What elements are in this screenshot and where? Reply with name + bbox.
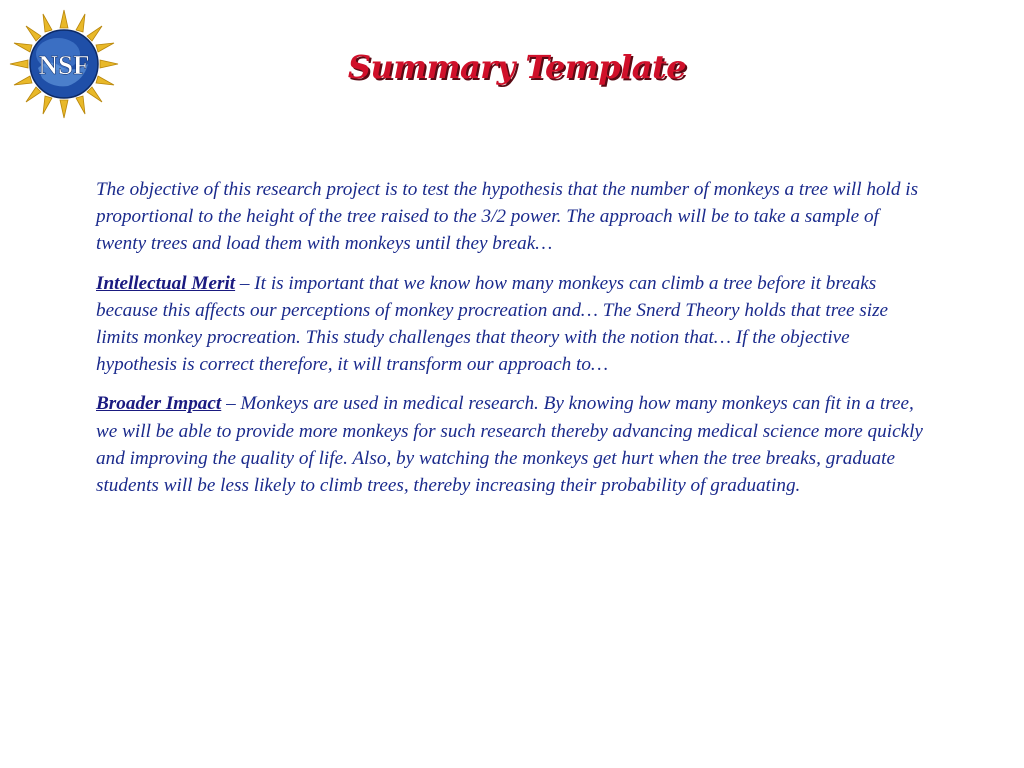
page-title: Summary Template (347, 48, 687, 86)
objective-text: The objective of this research project is to test the hypothesis that the number of monkeys a tree will hold is proportional to the height of the tree raised to the 3/2 power. The approach will be to take a sample of twenty trees and load them with monkeys until they break… (96, 179, 919, 255)
logo-text: NSF (38, 50, 90, 80)
broader-impact-text: – Monkeys are used in medical research. By knowing how many monkeys can fit in a tree, we will be able to provide more monkeys for such research thereby advancing medical science more quickly and improving the quality of life. Also, by watching the monkeys get hurt when the tree breaks, graduate students will be less likely to climb trees, thereby increasing their probability of graduating. (96, 393, 923, 497)
objective-paragraph (96, 176, 931, 258)
broader-impact-paragraph (96, 390, 931, 499)
intellectual-merit-heading: Intellectual Merit (96, 272, 236, 294)
summary-body (96, 176, 931, 511)
intellectual-merit-text: – It is important that we know how many monkeys can climb a tree before it breaks because this affects our perceptions of monkey procreation and… The Snerd Theory holds that tree size limits monkey procreation. This study challenges that theory with the notion that… If the objective hypothesis is correct therefore, it will transform our approach to… (96, 272, 889, 376)
intellectual-merit-paragraph (96, 270, 931, 379)
broader-impact-heading: Broader Impact (96, 393, 222, 415)
